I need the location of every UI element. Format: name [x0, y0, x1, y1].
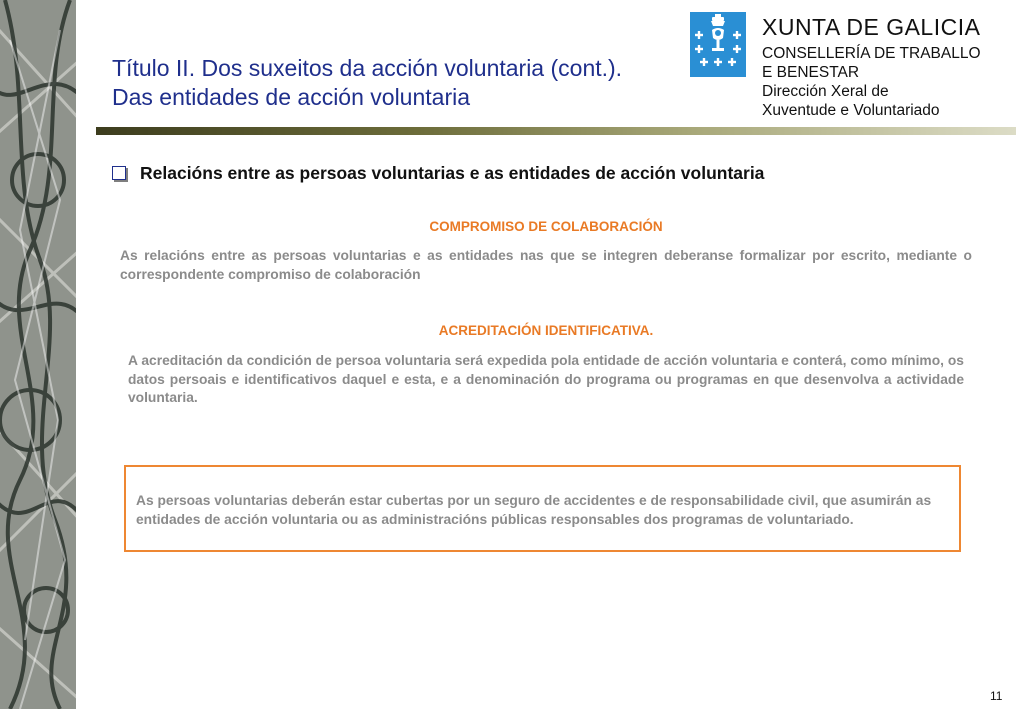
- compromiso-text: As relacións entre as persoas voluntarias e as entidades nas que se integren deberanse formalizar por escrito, mediante o correspondente compromiso de colaboración: [120, 248, 972, 282]
- title-divider: [96, 127, 1016, 135]
- acreditacion-text: A acreditación da condición de persoa voluntaria será expedida pola entidade de acción voluntaria e conterá, como mínimo, os datos persoais e identificativos daquel e esta, e a denominación do programa ou programas en que desenvolva a actividade voluntaria.: [128, 353, 964, 405]
- compromiso-title: COMPROMISO DE COLABORACIÓN: [429, 219, 663, 234]
- section-heading-text: Relacións entre as persoas voluntarias e as entidades de acción voluntaria: [140, 163, 765, 183]
- title-line-1: Título II. Dos suxeitos da acción voluntaria (cont.).: [112, 55, 623, 81]
- org-name: XUNTA DE GALICIA: [762, 14, 981, 40]
- page-number: 11: [990, 689, 1003, 703]
- page-title: [112, 54, 682, 112]
- square-bullet-icon: [112, 166, 126, 180]
- org-line-3: Dirección Xeral de: [762, 83, 889, 100]
- org-line-2: E BENESTAR: [762, 64, 860, 81]
- organization-block: [762, 14, 981, 120]
- acreditacion-title: ACREDITACIÓN IDENTIFICATIVA.: [438, 323, 654, 338]
- insurance-callout-box: [124, 465, 961, 552]
- section-heading: [112, 163, 764, 184]
- org-line-4: Xuventude e Voluntariado: [762, 102, 940, 119]
- decorative-side-strip: [0, 0, 76, 709]
- title-line-2: Das entidades de acción voluntaria: [112, 84, 471, 110]
- xunta-coat-of-arms-icon: [690, 12, 746, 77]
- insurance-callout-text: As persoas voluntarias deberán estar cubertas por un seguro de accidentes e de responsabilidade civil, que asumirán as entidades de acción voluntaria ou as administracións públicas responsables dos programas de voluntariado.: [136, 493, 932, 527]
- org-line-1: CONSELLERÍA DE TRABALLO: [762, 45, 981, 62]
